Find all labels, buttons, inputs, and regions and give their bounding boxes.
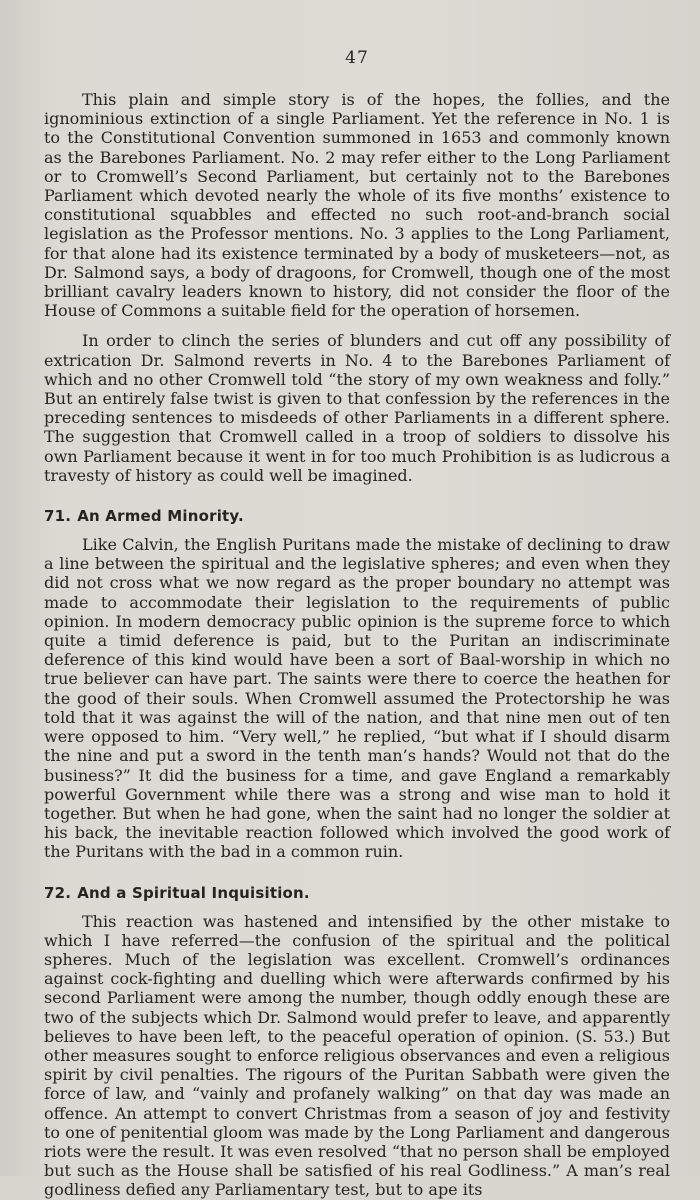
section-71-title: An Armed Minority. bbox=[77, 507, 244, 526]
section-71-paragraph: Like Calvin, the English Puritans made the mistake of declining to draw a line between the spiritual and the legislative spheres; and even when they did not cross what we now regard as the proper boundary no attempt was made to accommodate their legislation to the requirements of public opinion. In modern democracy public opinion is the supreme force to which quite a timid deference is paid, but to the Puritan an indiscriminate deference of this kind would have been a sort of Baal-worship in which no true believer can have part. The saints were there to coerce the heathen for the good of their souls. When Cromwell assumed the Protectorship he was told that it was against the will of the nation, and that nine men out of ten were opposed to him. “Very well,” he replied, “but what if I should disarm the nine and put a sword in the tenth man’s hands? Would not that do the business?” It did the business for a time, and gave England a remarkably powerful Government while there was a strong and wise man to hold it together. But when he had gone, when the saint had no longer the soldier at his back, the inevitable reaction followed which involved the good work of the Puritans with the bad in a common ruin. bbox=[44, 535, 670, 862]
section-71-number: 71. bbox=[44, 507, 72, 526]
section-72-paragraph: This reaction was hastened and intensified by the other mistake to which I have referred—the confusion of the spiritual and the political spheres. Much of the legislation was excellent. Cromwell’s ordinances against cock-fighting and duelling which were afterwards confirmed by his second Parliament were among the number, though oddly enough these are two of the subjects which Dr. Salmond would prefer to leave, and apparently believes to have been left, to the peaceful operation of opinion. (S. 53.) But other measures sought to enforce religious observances and even a religious spirit by civil penalties. The rigours of the Puritan Sabbath were given the force of law, and “vainly and profanely walking” on that day was made an offence. An attempt to convert Christmas from a season of joy and festivity to one of penitential gloom was made by the Long Parliament and dangerous riots were the result. It was even resolved “that no person shall be employed but such as the House shall be satisfied of his real Godliness.” A man’s real godliness defied any Parliamentary test, but to ape its bbox=[44, 911, 670, 1200]
paragraph-top-2: In order to clinch the series of blunders and cut off any possibility of extrication Dr. Salmond reverts in No. 4 to the Barebones Parliament of which and no other Cromwell told “the story of my own weakness and folly.” But an entirely false twist is given to that confession by the references in the preceding sentences to misdeeds of other Parliaments in a different sphere. The suggestion that Cromwell called in a troop of soldiers to dissolve his own Parliament because it went in for too much Prohibition is as ludicrous a travesty of history as could well be imagined. bbox=[44, 331, 670, 485]
paragraph-top-1: This plain and simple story is of the hopes, the follies, and the ignominious extinction of a single Parliament. Yet the reference in No. 1 is to the Constitutional Convention summoned in 1653 and commonly known as the Barebones Parliament. No. 2 may refer either to the Long Parliament or to Cromwell’s Second Parliament, but certainly not to the Barebones Parliament which devoted nearly the whole of its five months’ existence to constitutional squabbles and effected no such root-and-branch social legislation as the Professor mentions. No. 3 applies to the Long Parliament, for that alone had its existence terminated by a body of musketeers—not, as Dr. Salmond says, a body of dragoons, for Cromwell, though one of the most brilliant cavalry leaders known to history, did not consider the floor of the House of Commons a suitable field for the operation of horsemen. bbox=[44, 90, 670, 321]
section-72-heading bbox=[44, 884, 670, 902]
section-72-title: And a Spiritual Inquisition. bbox=[77, 883, 310, 902]
page-number: 47 bbox=[345, 48, 369, 68]
section-71-heading bbox=[44, 507, 670, 525]
section-72-number: 72. bbox=[44, 883, 72, 902]
